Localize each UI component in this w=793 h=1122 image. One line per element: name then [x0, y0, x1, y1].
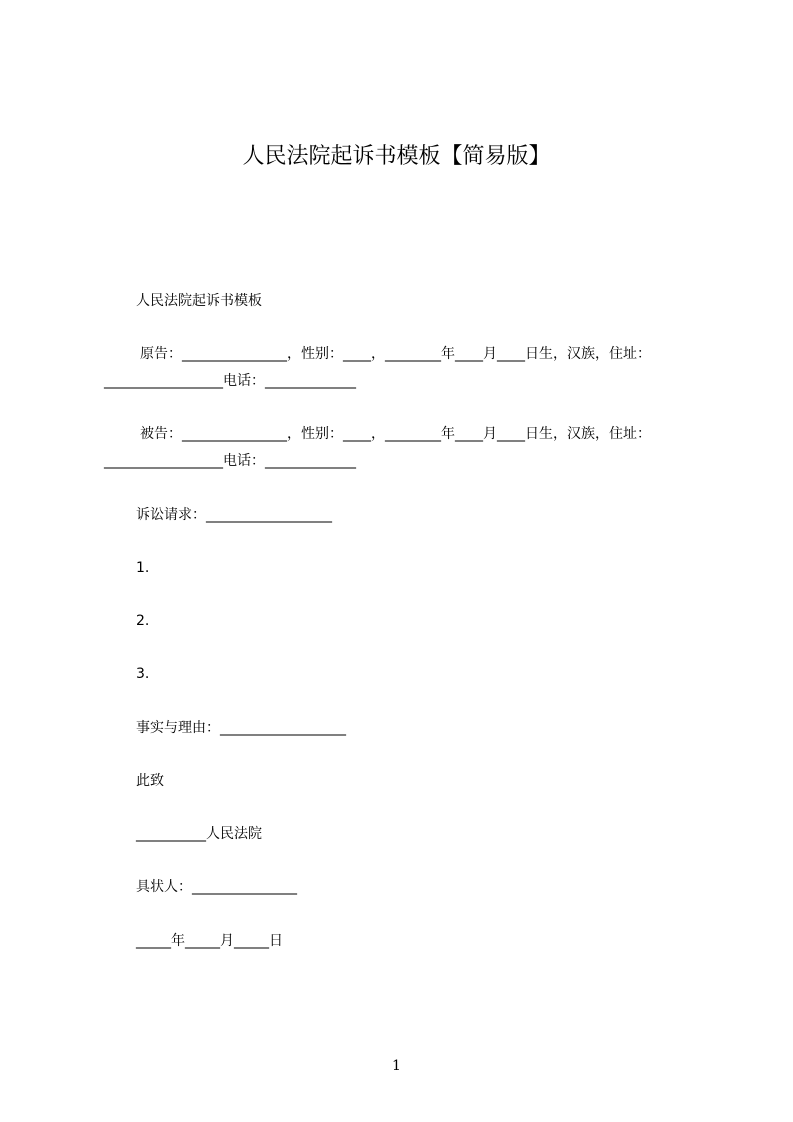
- claim-item-3: 3.: [136, 666, 150, 682]
- plaintiff-line-1: 原告：_______________，性别：____，________年____月____日生，汉族，住址：: [140, 346, 651, 362]
- document-title: 人民法院起诉书模板【简易版】: [242, 144, 551, 169]
- defendant-line-2: _________________电话：_____________: [104, 453, 356, 469]
- page-number: 1: [392, 1058, 401, 1074]
- signer-line: 具状人：_______________: [136, 879, 297, 895]
- claims-label: 诉讼请求：__________________: [136, 507, 332, 523]
- claim-item-1: 1.: [136, 560, 150, 576]
- plaintiff-line-2: _________________电话：_____________: [104, 373, 356, 389]
- facts-label: 事实与理由：__________________: [136, 720, 346, 736]
- claim-item-2: 2.: [136, 613, 150, 629]
- date-line: _____年_____月_____日: [136, 933, 283, 949]
- document-subtitle: 人民法院起诉书模板: [136, 293, 262, 309]
- salutation: 此致: [136, 773, 164, 789]
- defendant-line-1: 被告：_______________，性别：____，________年____月____日生，汉族，住址：: [140, 426, 651, 442]
- court-line: __________人民法院: [136, 826, 262, 842]
